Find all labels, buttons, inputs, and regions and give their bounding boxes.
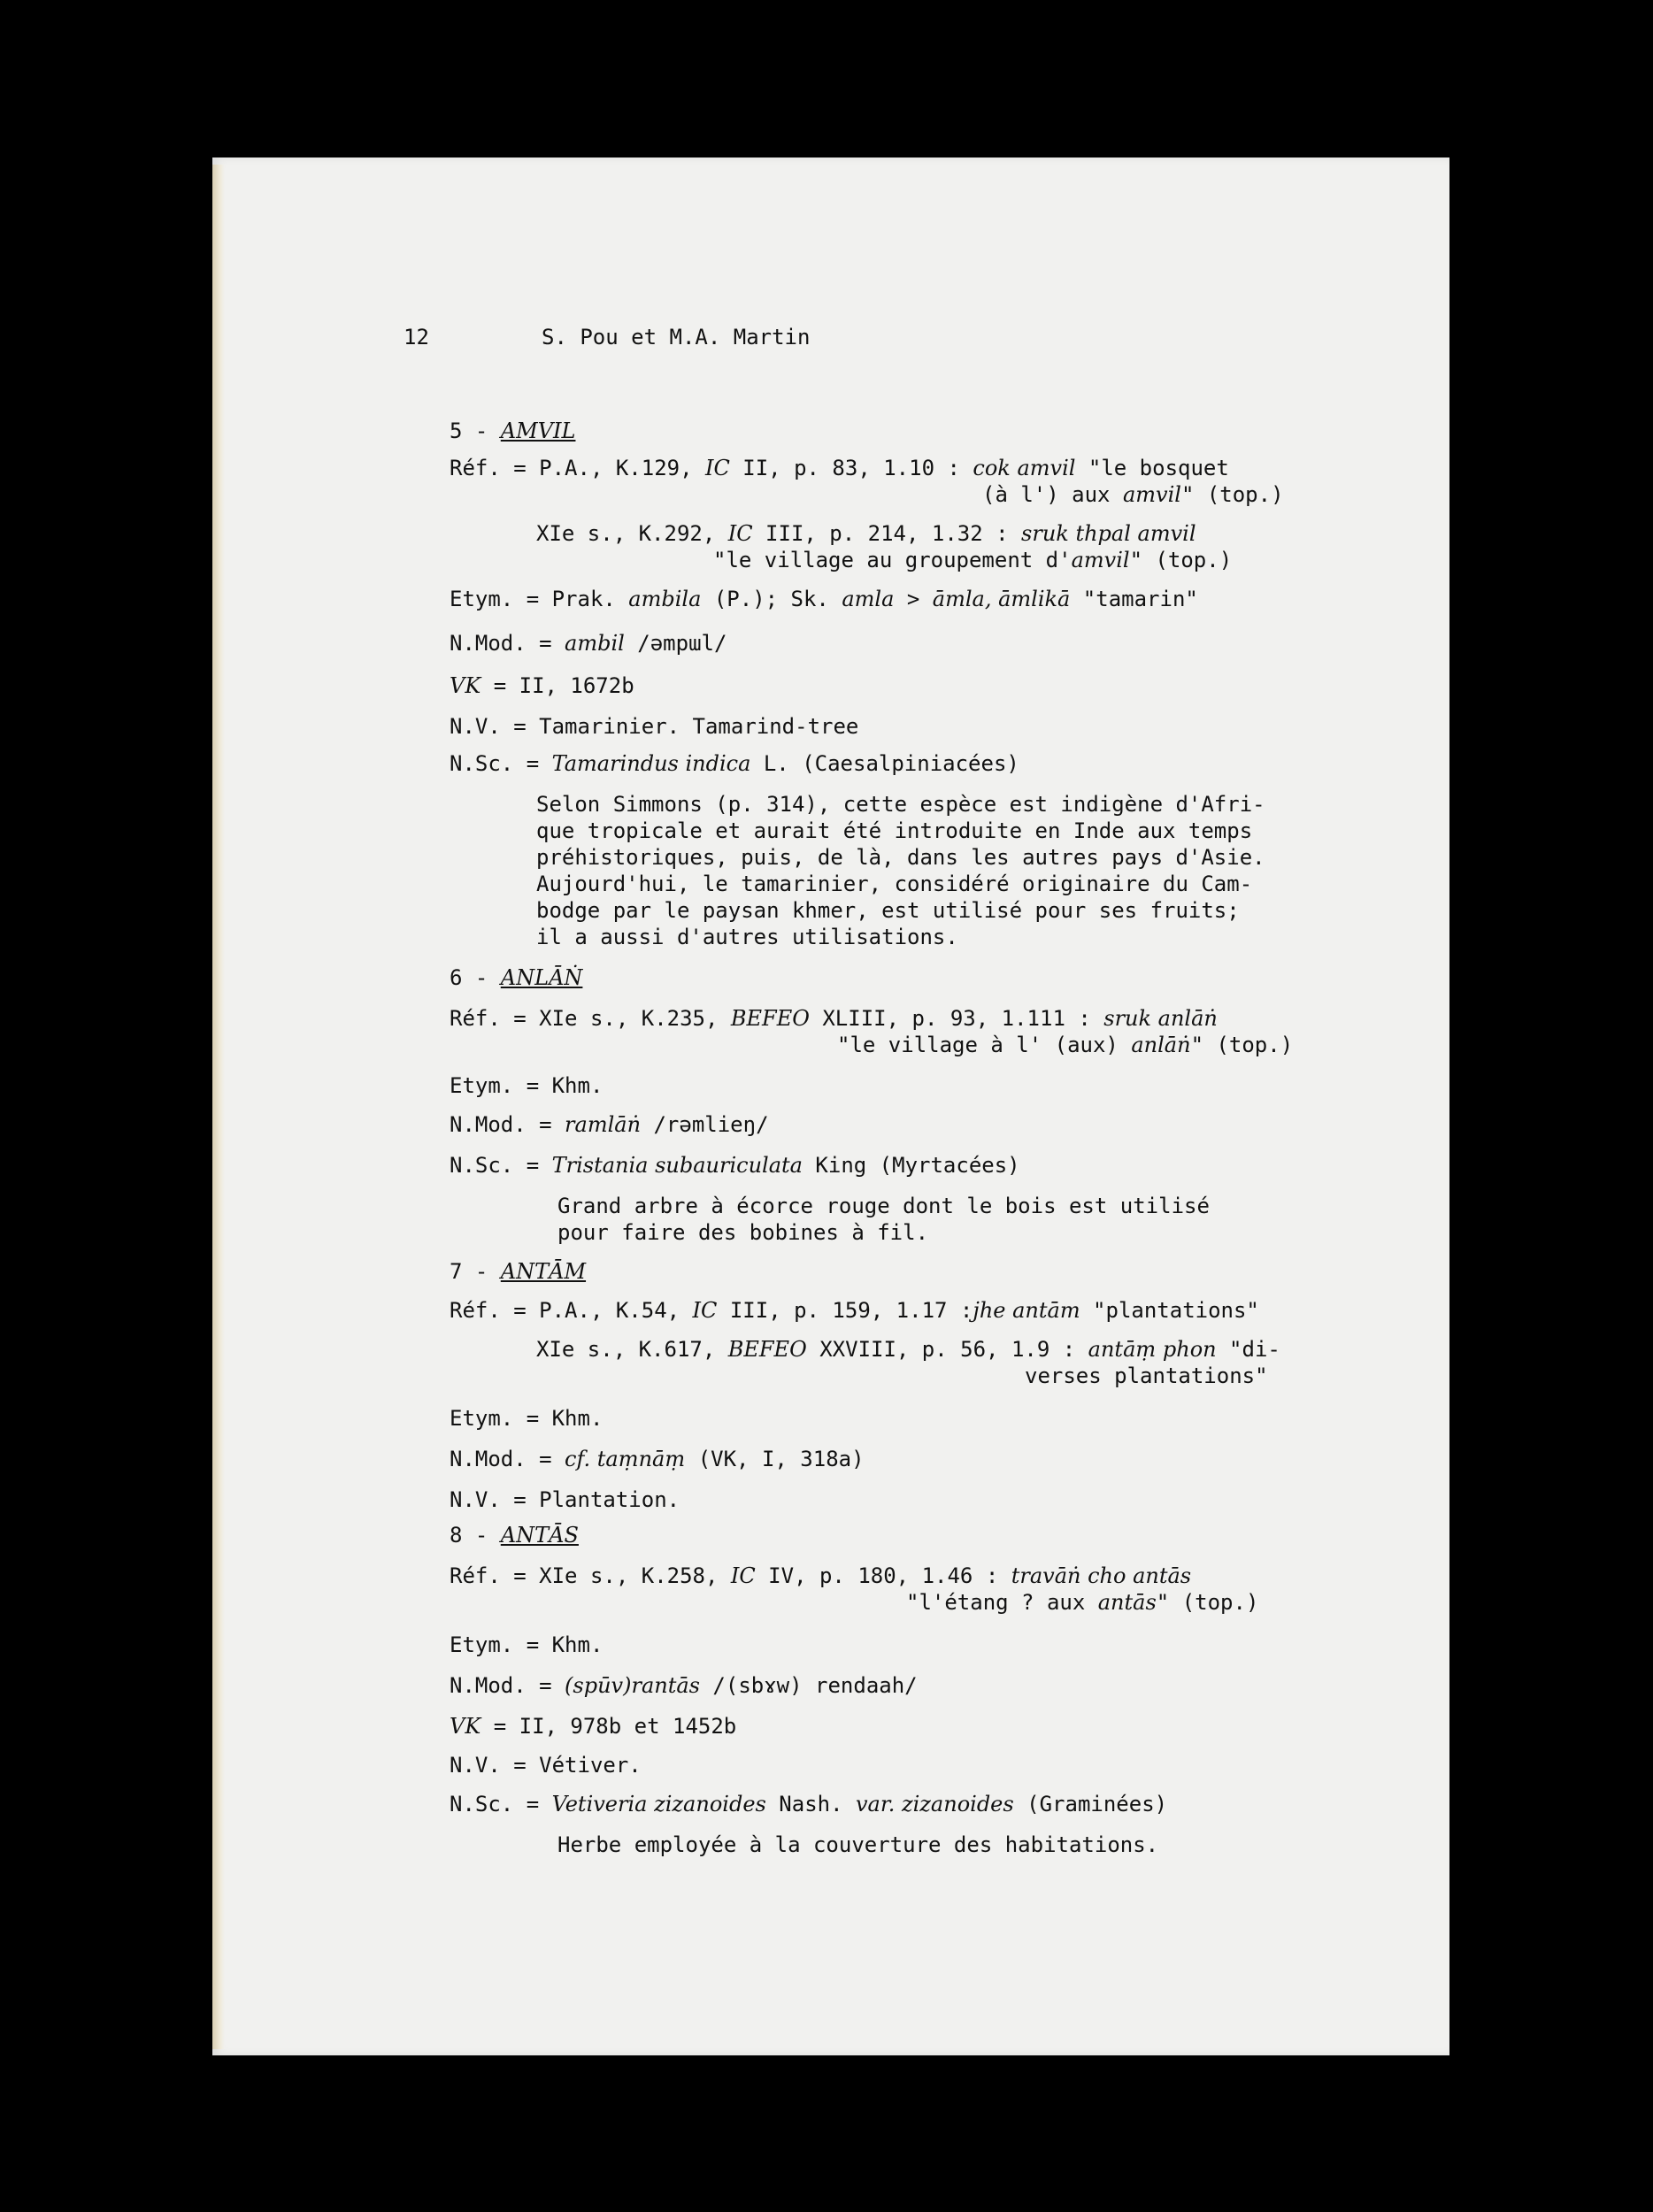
entry-ref-cont: "l'étang ? aux antās" (top.) (906, 1590, 1259, 1615)
entry-nsc: N.Sc. = Vetiveria zizanoides Nash. var. zizanoides (Graminées) (450, 1792, 1168, 1816)
entry-desc-line: Selon Simmons (p. 314), cette espèce est indigène d'Afri- (536, 792, 1265, 817)
entry-nsc: N.Sc. = Tristania subauriculata King (Myrtacées) (450, 1153, 1020, 1178)
entry-vk: VK = II, 1672b (450, 673, 634, 698)
entry-heading: 6 - ANLĀṄ (450, 965, 583, 990)
entry-nmod: N.Mod. = ramlāṅ /rəmlieŋ/ (450, 1112, 769, 1137)
entry-desc-line: il a aussi d'autres utilisations. (536, 925, 958, 949)
entry-etym: Etym. = Khm. (450, 1406, 604, 1431)
running-title: S. Pou et M.A. Martin (542, 325, 811, 349)
entry-desc-line: bodge par le paysan khmer, est utilisé pour ses fruits; (536, 898, 1240, 923)
entry-nmod: N.Mod. = ambil /əmpɯl/ (450, 631, 727, 656)
entry-nv: N.V. = Plantation. (450, 1487, 680, 1512)
entry-ref: Réf. = XIe s., K.235, BEFEO XLIII, p. 93, 1.111 : sruk anlāṅ (450, 1006, 1218, 1031)
entry-ref: XIe s., K.292, IC III, p. 214, 1.32 : sruk thpal amvil (536, 521, 1196, 546)
entry-ref: Réf. = P.A., K.54, IC III, p. 159, 1.17 :jhe antām "plantations" (450, 1298, 1259, 1323)
entry-desc-line: Aujourd'hui, le tamarinier, considéré originaire du Cam- (536, 872, 1253, 896)
entry-heading: 8 - ANTĀS (450, 1523, 579, 1548)
entry-desc-line: que tropicale et aurait été introduite en Inde aux temps (536, 818, 1253, 843)
entry-ref-cont: verses plantations" (1025, 1363, 1268, 1388)
entry-ref: XIe s., K.617, BEFEO XXVIII, p. 56, 1.9 : antāṃ phon "di- (536, 1337, 1280, 1362)
entry-desc-line: Herbe employée à la couverture des habitations. (557, 1832, 1159, 1857)
entry-ref: Réf. = XIe s., K.258, IC IV, p. 180, 1.46 : travāṅ cho antās (450, 1563, 1192, 1588)
entry-ref-cont: (à l') aux amvil" (top.) (982, 482, 1284, 507)
page-edge (212, 165, 225, 2049)
entry-nsc: N.Sc. = Tamarindus indica L. (Caesalpiniacées) (450, 751, 1019, 776)
entry-ref-cont: "le village à l' (aux) anlāṅ" (top.) (837, 1033, 1294, 1057)
entry-etym: Etym. = Khm. (450, 1632, 604, 1657)
entry-nv: N.V. = Vétiver. (450, 1753, 642, 1778)
entry-nmod: N.Mod. = cf. taṃnāṃ (VK, I, 318a) (450, 1447, 865, 1471)
entry-vk: VK = II, 978b et 1452b (450, 1714, 737, 1739)
entry-heading: 5 - AMVIL (450, 419, 576, 443)
entry-etym: Etym. = Prak. ambila (P.); Sk. amla > āmla, āmlikā "tamarin" (450, 587, 1198, 611)
entry-ref: Réf. = P.A., K.129, IC II, p. 83, 1.10 : cok amvil "le bosquet (450, 456, 1229, 480)
entry-desc-line: Grand arbre à écorce rouge dont le bois est utilisé (557, 1194, 1210, 1218)
page-number: 12 (404, 325, 429, 349)
entry-etym: Etym. = Khm. (450, 1073, 604, 1098)
entry-desc-line: pour faire des bobines à fil. (557, 1220, 929, 1245)
entry-nv: N.V. = Tamarinier. Tamarind-tree (450, 714, 859, 739)
book-page (212, 157, 1449, 2055)
entry-desc-line: préhistoriques, puis, de là, dans les autres pays d'Asie. (536, 845, 1265, 870)
entry-heading: 7 - ANTĀM (450, 1259, 587, 1284)
entry-ref-cont: "le village au groupement d'amvil" (top.) (713, 548, 1233, 572)
entry-nmod: N.Mod. = (spūv)rantās /(sbɤw) rendaah/ (450, 1673, 918, 1698)
